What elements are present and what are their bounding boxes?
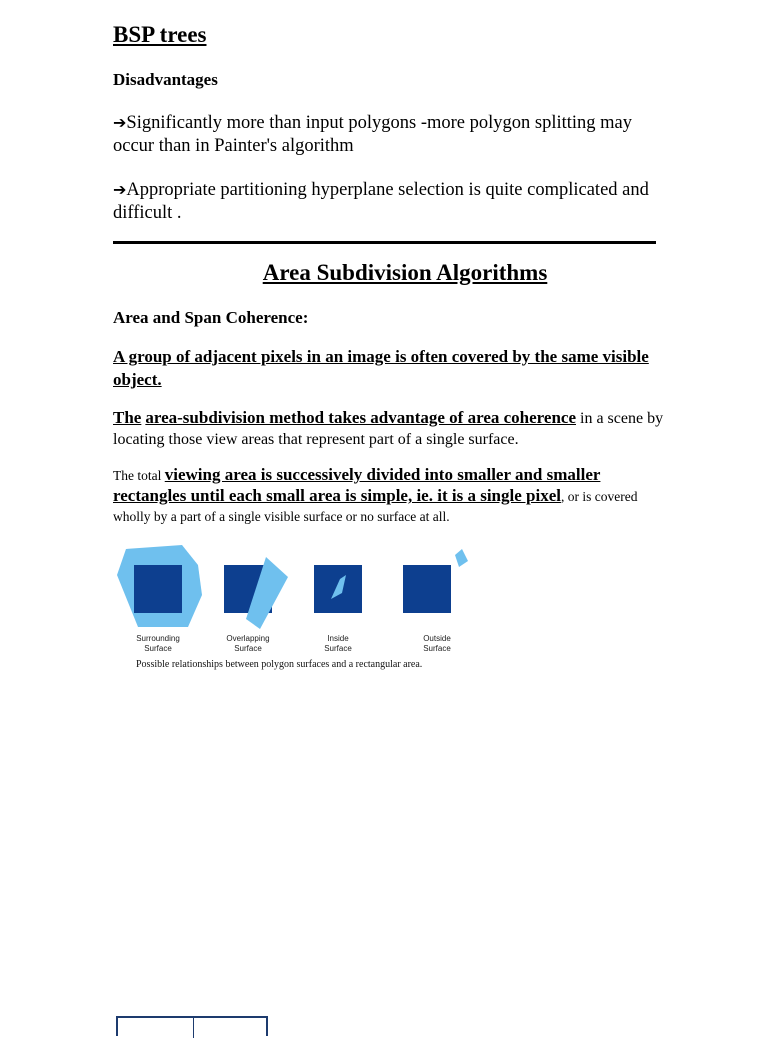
outside-polygon (455, 549, 468, 567)
bullet-item (113, 178, 673, 225)
method-paragraph-emphasis: area-subdivision method takes advantage of area coherence (145, 408, 576, 427)
outside-area-square (403, 565, 451, 613)
area-subdivision-title: Area Subdivision Algorithms (262, 260, 548, 285)
method-paragraph-lead: The (113, 408, 142, 427)
subdivision-paragraph-rest: , or is covered wholly by a part of a single visible surface or no surface at all. (113, 489, 638, 524)
surrounding-surface-diagram (117, 545, 202, 627)
bullet-text: Appropriate partitioning hyperplane selection is quite complicated and difficult . (113, 180, 649, 223)
bullet-item (113, 111, 673, 158)
coherence-heading: Area and Span Coherence: (113, 308, 309, 327)
panel-label: Surrounding (136, 634, 180, 643)
panel-label: Inside (327, 634, 349, 643)
panel-label: Overlapping (226, 634, 270, 643)
disadvantages-heading: Disadvantages (113, 70, 218, 89)
subdivision-paragraph-lead: The total (113, 468, 165, 483)
figure-svg (112, 543, 472, 675)
table-fragment-divider (193, 1018, 194, 1038)
panel-label: Surface (423, 644, 451, 653)
panel-label: Surface (324, 644, 352, 653)
subdivision-paragraph-emphasis: viewing area is successively divided into smaller and smaller rectangles until each small area is simple, ie. it is a single pixel (113, 465, 601, 505)
panel-label: Surface (144, 644, 172, 653)
section-divider (113, 241, 656, 244)
surrounding-area-square (134, 565, 182, 613)
coherence-statement: A group of adjacent pixels in an image is often covered by the same visible object. (113, 347, 649, 389)
method-paragraph-rest: in a scene by locating those view areas that represent part of a single surface. (113, 410, 664, 448)
method-paragraph (113, 407, 673, 450)
bsp-title: BSP trees (113, 22, 207, 47)
subdivision-paragraph (113, 465, 673, 527)
arrow-icon: ➔ (113, 113, 127, 132)
table-fragment (116, 1016, 268, 1036)
surface-relationships-figure (112, 543, 472, 675)
figure-caption: Possible relationships between polygon surfaces and a rectangular area. (136, 659, 423, 670)
inside-surface-diagram (314, 565, 362, 613)
overlapping-surface-diagram (224, 557, 288, 629)
panel-label: Outside (423, 634, 451, 643)
panel-label: Surface (234, 644, 262, 653)
bullet-text: Significantly more than input polygons -more polygon splitting may occur than in Painter's algorithm (113, 113, 633, 156)
arrow-icon: ➔ (113, 180, 127, 199)
outside-surface-diagram (403, 549, 468, 613)
